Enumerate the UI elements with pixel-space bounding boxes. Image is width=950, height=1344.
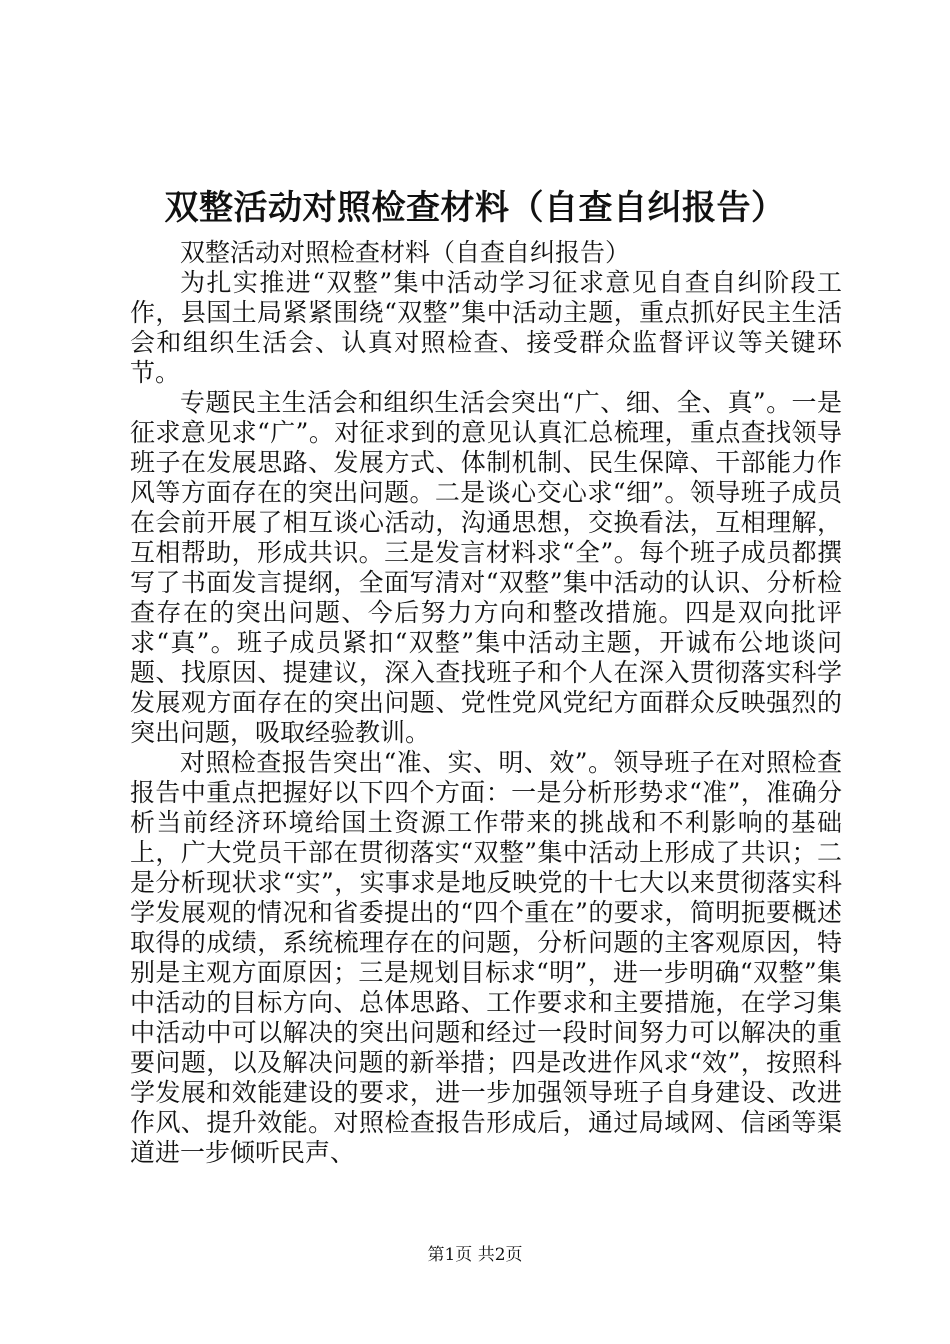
page-footer	[0, 1244, 950, 1266]
paragraph: 为扎实推进“双整”集中活动学习征求意见自查自纠阶段工作，县国土局紧紧围绕“双整”集中活动主题，重点抓好民主生活会和组织生活会、认真对照检查、接受群众监督评议等关键环节。	[130, 268, 842, 387]
paragraph: 对照检查报告突出“准、实、明、效”。领导班子在对照检查报告中重点把握好以下四个方面：一是分析形势求“准”，准确分析当前经济环境给国土资源工作带来的挑战和不利影响的基础上，广大党员干部在贯彻落实“双整”集中活动上形成了共识；二是分析现状求“实”，实事求是地反映党的十七大以来贯彻落实科学发展观的情况和省委提出的“四个重在”的要求，简明扼要概述取得的成绩，系统梳理存在的问题，分析问题的主客观原因，特别是主观方面原因；三是规划目标求“明”，进一步明确“双整”集中活动的目标方向、总体思路、工作要求和主要措施，在学习集中活动中可以解决的突出问题和经过一段时间努力可以解决的重要问题，以及解决问题的新举措；四是改进作风求“效”，按照科学发展和效能建设的要求，进一步加强领导班子自身建设、改进作风、提升效能。对照检查报告形成后，通过局域网、信函等渠道进一步倾听民声、	[130, 748, 842, 1167]
document-title: 双整活动对照检查材料（自查自纠报告）	[164, 188, 786, 228]
page-total: 共2页	[477, 1245, 523, 1265]
paragraph: 专题民主生活会和组织生活会突出“广、细、全、真”。一是征求意见求“广”。对征求到的意见认真汇总梳理，重点查找领导班子在发展思路、发展方式、体制机制、民生保障、干部能力作风等方面存在的突出问题。二是谈心交心求“细”。领导班子成员在会前开展了相互谈心活动，沟通思想，交换看法，互相理解，互相帮助，形成共识。三是发言材料求“全”。每个班子成员都撰写了书面发言提纲，全面写清对“双整”集中活动的认识、分析检查存在的突出问题、今后努力方向和整改措施。四是双向批评求“真”。班子成员紧扣“双整”集中活动主题，开诚布公地谈问题、找原因、提建议，深入查找班子和个人在深入贯彻落实科学发展观方面存在的突出问题、党性党风党纪方面群众反映强烈的突出问题，吸取经验教训。	[130, 388, 842, 747]
page-number: 第1页	[427, 1245, 473, 1265]
paragraph: 双整活动对照检查材料（自查自纠报告）	[180, 238, 631, 267]
document-body	[130, 238, 842, 1168]
